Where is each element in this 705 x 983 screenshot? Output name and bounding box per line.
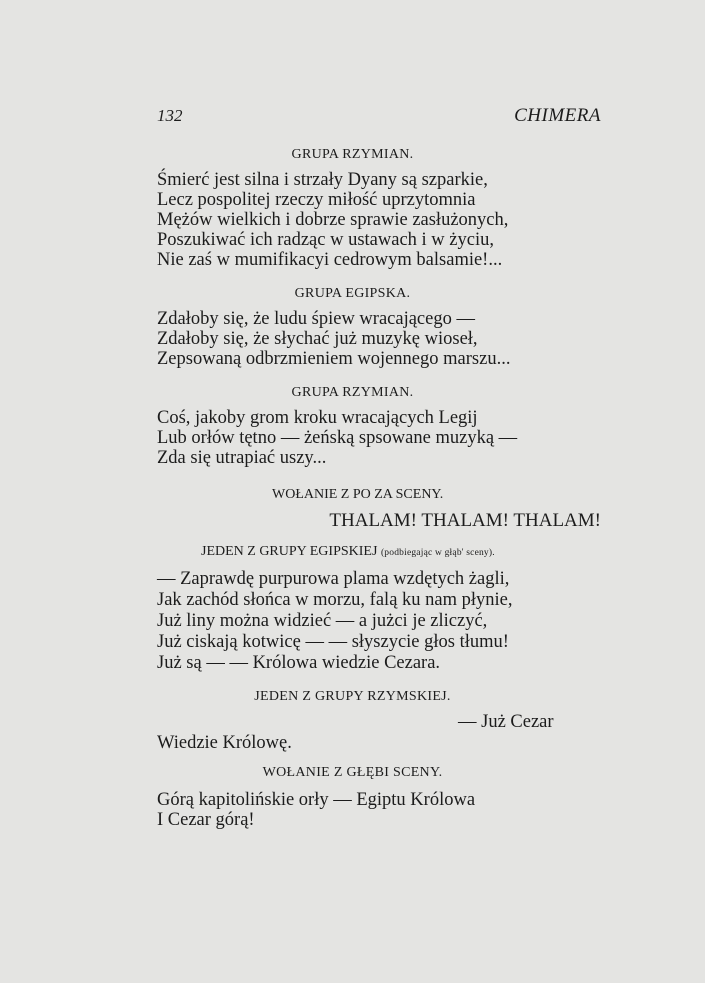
stage-direction: (podbiegając w głąb' sceny). xyxy=(380,548,495,558)
speaker-heading: WOŁANIE Z GŁĘBI SCENY. xyxy=(262,765,443,780)
verse-line: Górą kapitolińskie orły — Egiptu Królowa xyxy=(157,790,476,810)
verse-line: Już liny można widzieć — a jużci je zliczyć, xyxy=(157,611,488,631)
verse-line: Nie zaś w mumifikacyi cedrowym balsamie!... xyxy=(157,250,503,270)
running-title: CHIMERA xyxy=(514,105,601,126)
verse-line: Zda się utrapiać uszy... xyxy=(157,448,327,468)
page-number: 132 xyxy=(157,106,183,125)
speaker-heading: WOŁANIE Z PO ZA SCENY. xyxy=(272,487,444,502)
verse-line: Lub orłów tętno — żeńską spsowane muzyką — xyxy=(157,428,518,448)
verse-line: Już są — — Królowa wiedzie Cezara. xyxy=(157,653,441,673)
verse-line: Jak zachód słońca w morzu, falą ku nam płynie, xyxy=(157,590,513,610)
speaker-heading: JEDEN Z GRUPY RZYMSKIEJ. xyxy=(254,689,451,704)
verse-line: Zdałoby się, że słychać już muzykę wioseł, xyxy=(157,329,478,349)
verse-line: THALAM! THALAM! THALAM! xyxy=(329,510,601,531)
verse-line: Coś, jakoby grom kroku wracających Legij xyxy=(157,408,478,428)
verse-line: Już ciskają kotwicę — — słyszycie głos tłumu! xyxy=(157,632,509,652)
verse-line: Zepsowaną odbrzmieniem wojennego marszu... xyxy=(157,349,511,369)
verse-line: — Zaprawdę purpurowa plama wzdętych żagli, xyxy=(157,569,510,589)
verse-line: Śmierć jest silna i strzały Dyany są szparkie, xyxy=(157,170,488,190)
verse-line: I Cezar górą! xyxy=(157,810,255,830)
verse-line: Poszukiwać ich radząc w ustawach i w życiu, xyxy=(157,230,494,250)
verse-line: Lecz pospolitej rzeczy miłość uprzytomnia xyxy=(157,190,476,210)
verse-line: Wiedzie Królowę. xyxy=(157,733,292,753)
speaker-heading: GRUPA EGIPSKA. xyxy=(294,286,411,301)
speaker-heading: GRUPA RZYMIAN. xyxy=(291,385,414,400)
verse-line: Mężów wielkich i dobrze sprawie zasłużonych, xyxy=(157,210,509,230)
verse-line: — Już Cezar xyxy=(458,712,554,732)
speaker-heading xyxy=(201,545,495,559)
speaker-heading: GRUPA RZYMIAN. xyxy=(291,147,414,162)
verse-line: Zdałoby się, że ludu śpiew wracającego — xyxy=(157,309,475,329)
speaker-name: JEDEN Z GRUPY EGIPSKIEJ xyxy=(201,544,378,559)
